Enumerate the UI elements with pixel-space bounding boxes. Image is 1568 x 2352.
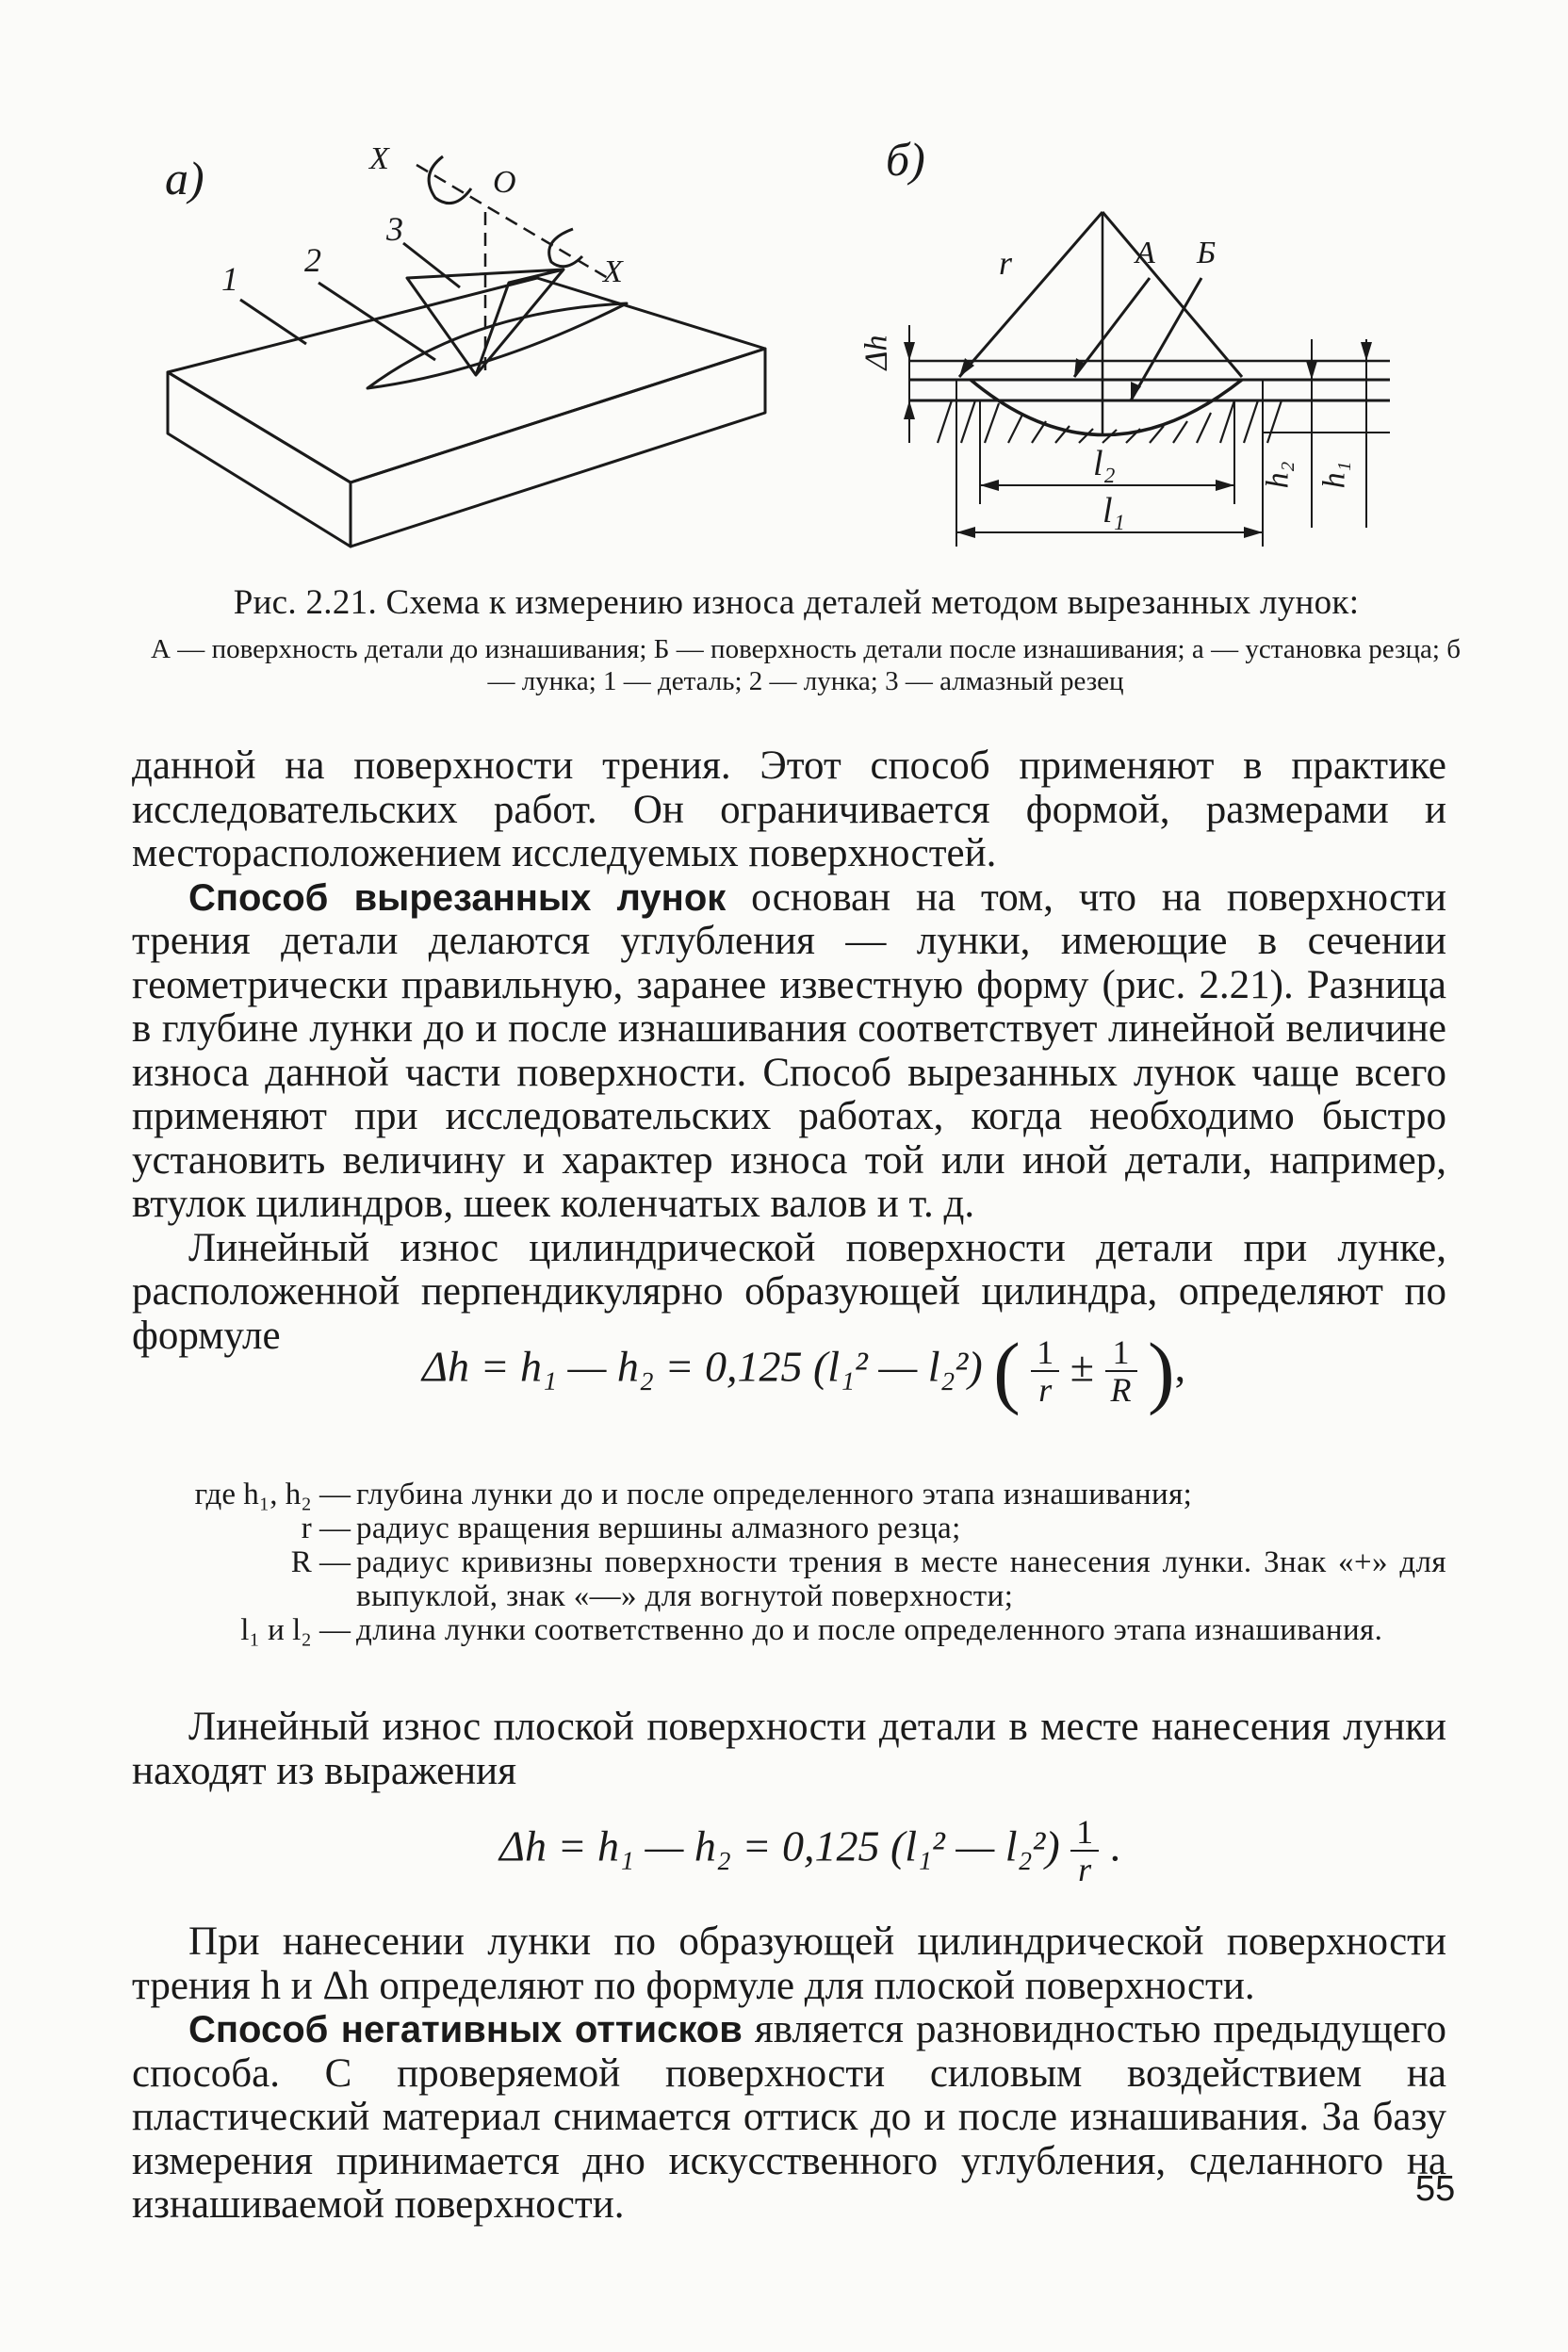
panel-b-label: б) bbox=[886, 133, 925, 186]
hatched-body bbox=[938, 400, 1282, 443]
paragraph-6-rest: является разновидностью предыдущего способа. С проверяемой поверхности силовым воздействием на пластический материал снимается оттиск до и после изнашивания. За базу измерения принимается дно искусственного углубления, сделанного на изнашиваемой поверхности. bbox=[132, 2007, 1446, 2227]
label-3: 3 bbox=[386, 210, 403, 248]
label-dh: Δh bbox=[858, 335, 894, 370]
leader-B bbox=[1131, 278, 1201, 400]
arrow-dh-bottom bbox=[904, 400, 915, 419]
definition-row: R — радиус кривизны поверхности трения в месте нанесения лунки. Знак «+» для выпуклой, знак «—» для вогнутой поверхности; bbox=[290, 1545, 1446, 1613]
label-x-top: X bbox=[369, 141, 389, 176]
label-x-right: X bbox=[603, 254, 623, 289]
arrow-l2-left bbox=[980, 480, 999, 491]
panel-a-label: а) bbox=[165, 152, 204, 204]
arrow-l2-right bbox=[1216, 480, 1234, 491]
formula-1-fraction-r: $\frac{1}{r}$ bbox=[1031, 1334, 1059, 1408]
paragraph-6-lead: Способ негативных оттисков bbox=[188, 2009, 743, 2050]
arrow-h2 bbox=[1306, 361, 1317, 380]
paragraph-2-rest: основан на том, что на поверхности трения детали делаются углубления — лунки, имеющие в сечении геометрически правильную, заранее известную форму (рис. 2.21). Разница в глубине лунки до и после изнашивания соответствует линейной величине износа данной части поверхности. Способ вырезанных лунок чаще всего применяют при исследовательских работах, когда необходимо быстро установить величину и характер износа той или иной детали, например, втулок цилиндров, шеек коленчатых валов и т. д. bbox=[132, 874, 1446, 1226]
leader-1 bbox=[240, 300, 306, 344]
radius-line bbox=[959, 212, 1102, 377]
text-block-1 bbox=[132, 744, 1446, 1358]
label-B: Б bbox=[1197, 236, 1217, 270]
label-h1: h₁ bbox=[1316, 461, 1352, 489]
label-o: O bbox=[493, 165, 516, 200]
paragraph-2-lead: Способ вырезанных лунок bbox=[188, 876, 727, 919]
crater-arc bbox=[971, 380, 1242, 435]
label-A: А bbox=[1135, 236, 1155, 270]
formula-1-lhs: Δh = h₁ — h₂ = 0,125 (l₁² — l₂²) bbox=[422, 1342, 983, 1391]
rotation-arrow-right bbox=[549, 229, 582, 267]
figure-caption-title: Рис. 2.21. Схема к измерению износа деталей методом вырезанных лунок: bbox=[233, 583, 1360, 622]
paragraph-4: Линейный износ плоской поверхности детали в месте нанесения лунки находят из выражения bbox=[132, 1705, 1446, 1793]
figure-caption-legend: А — поверхность детали до изнашивания; Б — поверхность детали после изнашивания; а — установка резца; б — лунка; 1 — деталь; 2 — лунка; 3 — алмазный резец bbox=[151, 634, 1461, 696]
radius-line-right bbox=[1102, 212, 1242, 377]
arrow-dh-top bbox=[904, 342, 915, 361]
definition-row: r — радиус вращения вершины алмазного резца; bbox=[301, 1511, 961, 1545]
definitions-list bbox=[132, 1478, 1446, 1647]
arrow-l1-right bbox=[1244, 527, 1263, 538]
label-2: 2 bbox=[304, 241, 321, 279]
label-1: 1 bbox=[221, 260, 238, 298]
arrow-l1-left bbox=[956, 527, 975, 538]
formula-flat: Δh = h₁ — h₂ = 0,125 (l₁² — l₂²) $\frac{1}{r}$ . bbox=[499, 1813, 1121, 1888]
label-l1: l₁ bbox=[1102, 491, 1125, 531]
label-h2: h₂ bbox=[1260, 461, 1296, 489]
paragraph-5: При нанесении лунки по образующей цилиндрической поверхности трения h и Δh определяют по формуле для плоской поверхности. bbox=[132, 1919, 1446, 2008]
formula-2-lhs: Δh = h₁ — h₂ = 0,125 (l₁² — l₂²) bbox=[499, 1821, 1060, 1870]
formula-2-fraction-r: $\frac{1}{r}$ bbox=[1070, 1814, 1099, 1887]
leader-3 bbox=[403, 243, 460, 287]
paragraph-3: Линейный износ цилиндрической поверхности детали при лунке, расположенной перпендикулярно образующей цилиндра, определяют по формуле bbox=[132, 1225, 1446, 1358]
formula-cylindrical: Δh = h₁ — h₂ = 0,125 (l₁² — l₂²) ( $\frac{1}{r}$ ± $\frac{1}{R}$ ), bbox=[422, 1326, 1186, 1416]
rotation-arrow-top bbox=[429, 156, 471, 204]
formula-1-fraction-R: $\frac{1}{R}$ bbox=[1105, 1334, 1137, 1408]
definition-row: l₁ и l₂ — длина лунки соответственно до и после определенного этапа изнашивания. bbox=[240, 1613, 1383, 1647]
definition-row: где h₁, h₂ — глубина лунки до и после определенного этапа изнашивания; bbox=[194, 1478, 1193, 1511]
label-r: r bbox=[999, 244, 1013, 282]
arrow-h1 bbox=[1361, 342, 1372, 361]
paragraph-1: данной на поверхности трения. Этот способ применяют в практике исследовательских работ. Он ограничивается формой, размерами и месторасположением исследуемых поверхностей. bbox=[132, 743, 1446, 875]
block-top-face bbox=[168, 278, 765, 482]
paragraph-2 bbox=[132, 876, 1446, 1227]
label-l2: l₂ bbox=[1093, 444, 1116, 483]
text-block-2 bbox=[132, 1706, 1446, 1793]
page-number: 55 bbox=[1415, 2169, 1456, 2209]
text-block-3 bbox=[132, 1920, 1446, 2228]
paragraph-6 bbox=[132, 2008, 1446, 2228]
formula-1-pm: ± bbox=[1070, 1342, 1095, 1391]
